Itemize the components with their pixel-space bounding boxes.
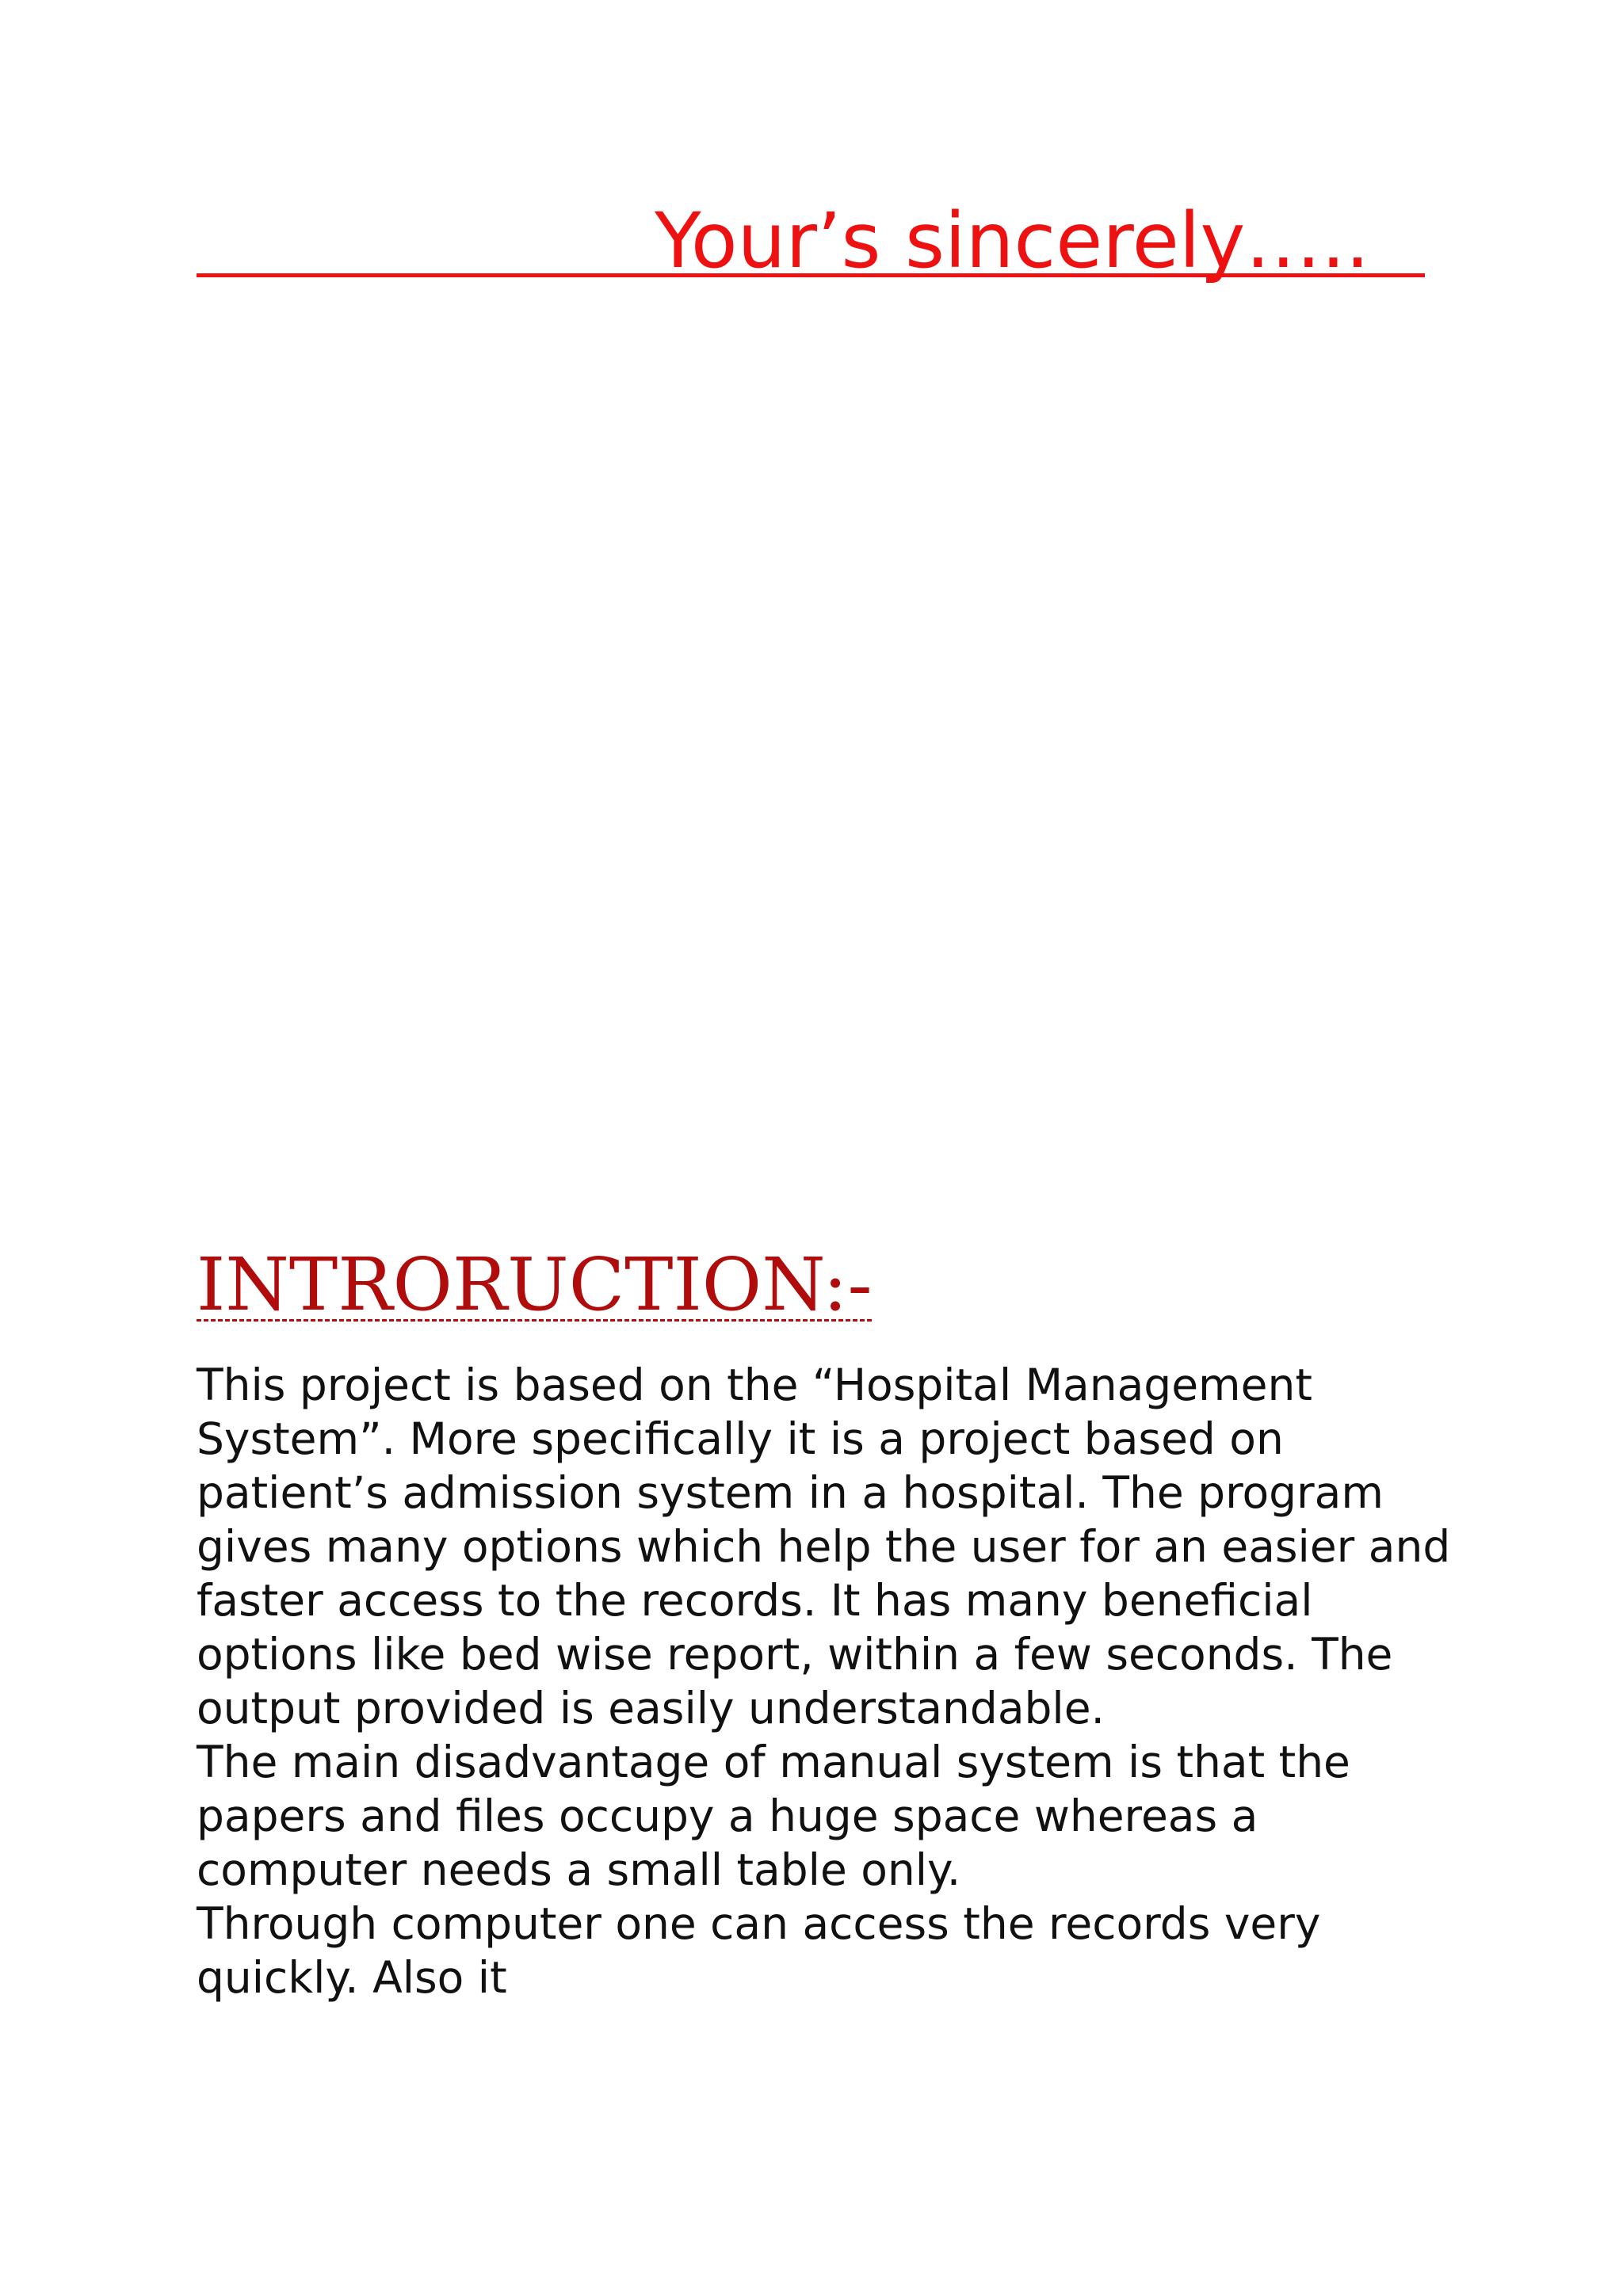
- closing-text: Your’s sincerely…..: [655, 196, 1370, 285]
- closing-signature-line: [197, 196, 1425, 285]
- intro-paragraph: This project is based on the “Hospital Management System”. More specifically it is a project based on patient’s admission system in a hospital. The program gives many options which help the user for an easier and faster access to the records. It has many beneficial options like bed wise report, within a few seconds. The output provided is easily understandable.: [197, 1360, 1451, 1733]
- introduction-body: [197, 1358, 1465, 2004]
- intro-paragraph: Through computer one can access the records very quickly. Also it: [197, 1898, 1321, 2003]
- introduction-heading: INTRORUCTION:-: [197, 1242, 873, 1327]
- intro-paragraph: The main disadvantage of manual system is that the papers and files occupy a huge space whereas a computer needs a small table only.: [197, 1737, 1350, 1895]
